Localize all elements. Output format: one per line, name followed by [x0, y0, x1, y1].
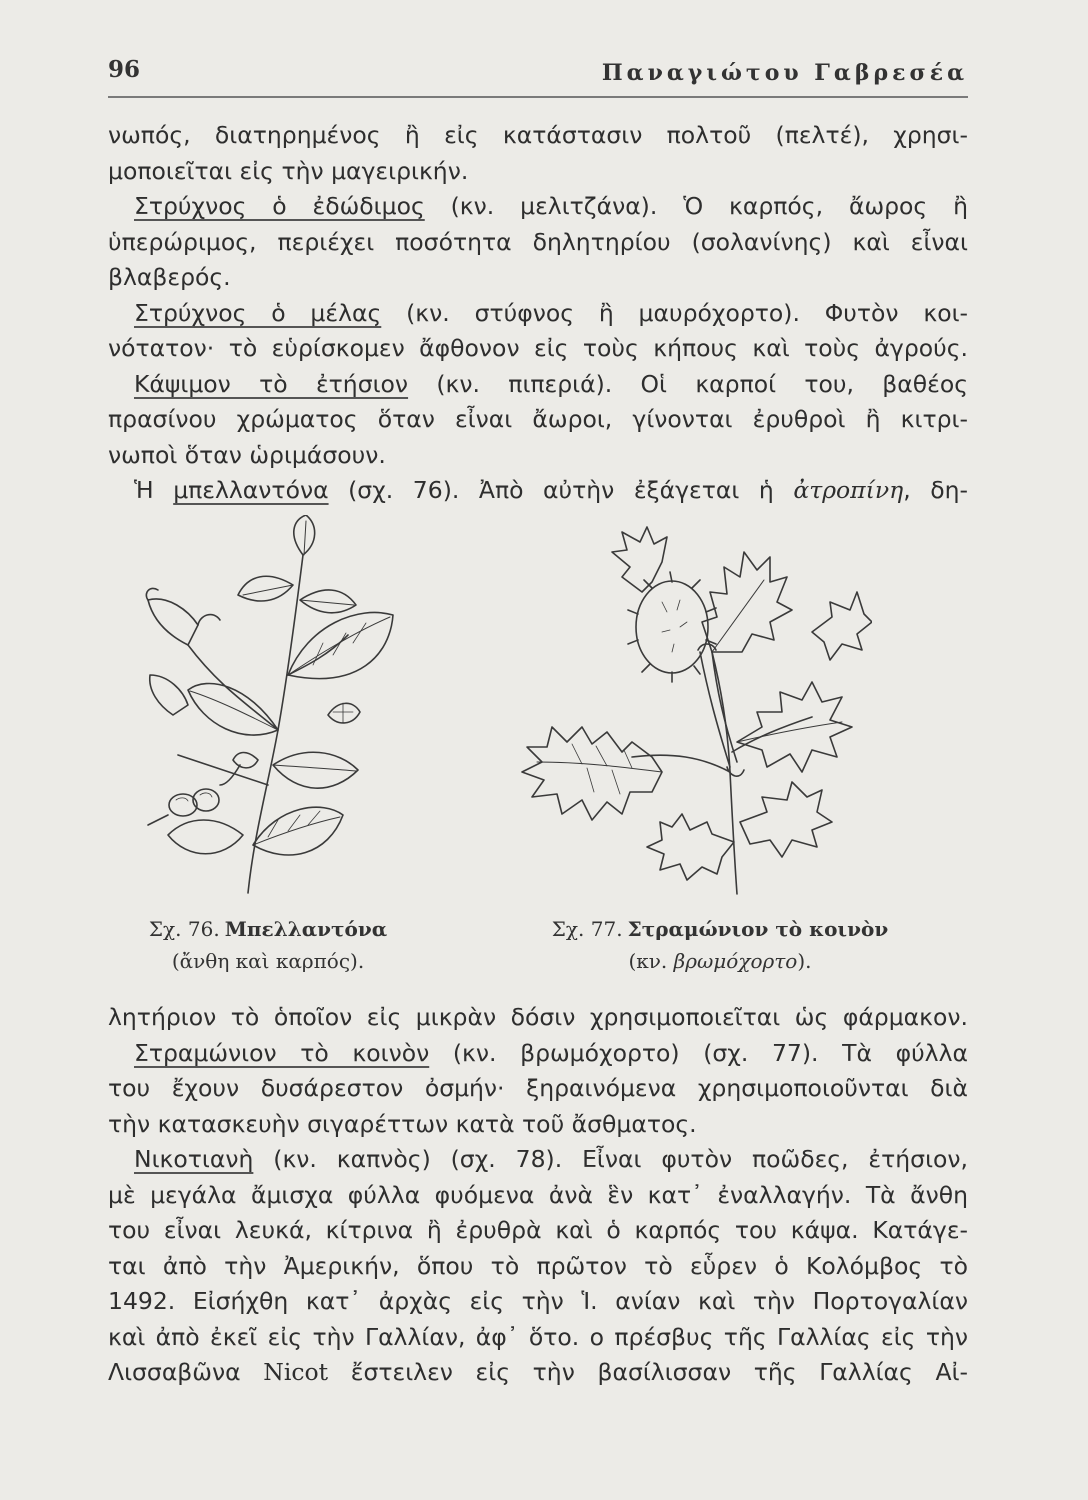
- entry-belladonna: [108, 473, 968, 509]
- text-line: του ἔχουν δυσάρεστον ὀσμήν· ξηραινόμενα χρησιμοποιοῦνται διὰ: [108, 1074, 968, 1102]
- text-line: βλαβερός.: [108, 263, 231, 291]
- text-span: (κν. καπνὸς) (σχ. 78). Εἶναι φυτὸν ποῶδες, ἐτήσιον,: [253, 1145, 968, 1173]
- entry-strychnos-melas: [108, 296, 968, 332]
- text-line: μὲ μεγάλα ἄμισχα φύλλα φυόμενα ἀνὰ ἓν κατ᾽ ἐναλλαγήν. Τὰ ἄνθη: [108, 1180, 968, 1209]
- belladonna-illustration: [128, 515, 408, 895]
- term-stramonium: Στραμώνιον τὸ κοινὸν: [134, 1038, 430, 1067]
- term-atropine: ἀτροπίνη: [793, 476, 904, 504]
- page-number: 96: [108, 56, 141, 83]
- term-nicotiana: Νικοτιανὴ: [134, 1145, 254, 1173]
- text-block-top: [108, 118, 968, 509]
- text-span: , δη-: [903, 476, 968, 504]
- text-line: ται ἀπὸ τὴν Ἀμερικήν, ὅπου τὸ πρῶτον τὸ εὗρεν ὁ Κολόμβος τὸ: [108, 1251, 968, 1280]
- entry-strychnos-edodimos: [108, 189, 968, 225]
- text-span: (κν. πιπεριά). Οἱ καρποί του, βαθέος: [408, 369, 969, 398]
- figure-77-label: Σχ. 77.: [551, 917, 623, 941]
- term-strychnos-edodimos: Στρύχνος ὁ ἐδώδιμος: [134, 192, 425, 220]
- text-line: νωπός, διατηρημένος ἢ εἰς κατάστασιν πολτοῦ (πελτέ), χρησι-: [108, 121, 968, 149]
- text-line: 1492. Εἰσήχθη κατ᾽ ἀρχὰς εἰς τὴν Ἱ. ανίαν καὶ τὴν Πορτογαλίαν: [108, 1287, 968, 1315]
- text-span: (κν. στύφνος ἢ μαυρόχορτο). Φυτὸν κοι-: [381, 298, 969, 327]
- text-line: μοποιεῖται εἰς τὴν μαγειρικήν.: [108, 156, 469, 185]
- text-line: του εἶναι λευκά, κίτρινα ἢ ἐρυθρὰ καὶ ὁ καρπός του κάψα. Κατάγε-: [108, 1216, 968, 1244]
- text-line: τὴν κατασκευὴν σιγαρέττων κατὰ τοῦ ἄσθματος.: [108, 1109, 697, 1138]
- figure-77-subtitle: [540, 946, 900, 976]
- text-span: ἔστειλεν εἰς τὴν βασίλισσαν τῆς Γαλλίας Αἰ-: [328, 1358, 968, 1386]
- text-span: (σχ. 76). Ἀπὸ αὐτὴν ἐξάγεται ἡ: [328, 476, 794, 504]
- text-line: πρασίνου χρώματος ὅταν εἶναι ἄωροι, γίνονται ἐρυθροὶ ἢ κιτρι-: [108, 405, 968, 433]
- text-block-bottom: [108, 1000, 968, 1391]
- figure-77-subtitle-italic: βρωμόχορτο: [673, 949, 798, 973]
- figure-77-caption: [540, 914, 900, 976]
- text-span: Ἡ: [134, 476, 174, 504]
- text-span: (κν.: [628, 949, 674, 973]
- entry-stramonium: [108, 1036, 968, 1072]
- text-span: ).: [797, 949, 812, 973]
- text-span: (κν. βρωμόχορτο) (σχ. 77). Τὰ φύλλα: [429, 1038, 968, 1067]
- text-line: νότατον· τὸ εὑρίσκομεν ἄφθονον εἰς τοὺς κήπους καὶ τοὺς ἀγρούς.: [108, 334, 968, 362]
- term-kapsimon: Κάψιμον τὸ ἐτήσιον: [134, 369, 409, 398]
- term-belladonna: μπελλαντόνα: [173, 476, 329, 504]
- text-line: [108, 1355, 968, 1391]
- figure-76-subtitle: (ἄνθη καὶ καρπός).: [171, 949, 365, 973]
- figure-76-caption: [118, 914, 418, 976]
- figure-76-title: Μπελλαντόνα: [224, 917, 388, 941]
- text-line: καὶ ἀπὸ ἐκεῖ εἰς τὴν Γαλλίαν, ἀφ᾽ ὅτο. ο πρέσβυς τῆς Γαλλίας εἰς τὴν: [108, 1322, 968, 1351]
- figure-76-label: Σχ. 76.: [148, 917, 220, 941]
- term-strychnos-melas: Στρύχνος ὁ μέλας: [134, 298, 382, 327]
- entry-kapsimon: [108, 367, 968, 403]
- entry-nicotiana: [108, 1142, 968, 1178]
- text-line: ὑπερώριμος, περιέχει ποσότητα δηλητηρίου (σολανίνης) καὶ εἶναι: [108, 227, 968, 256]
- text-line: νωποὶ ὅταν ὡριμάσουν.: [108, 440, 386, 469]
- text-span: (κν. μελιτζάνα). Ὁ καρπός, ἄωρος ἢ: [424, 192, 968, 220]
- figure-77-title: Στραμώνιον τὸ κοινὸν: [627, 917, 889, 941]
- name-nicot: Nicot: [263, 1358, 329, 1386]
- stramonium-illustration: [512, 522, 872, 897]
- page-header: [108, 50, 968, 98]
- text-span: Λισσαβῶνα: [108, 1358, 264, 1386]
- running-title: Παναγιώτου Γαβρεσέα: [601, 60, 968, 86]
- text-line: λητήριον τὸ ὁποῖον εἰς μικρὰν δόσιν χρησιμοποιεῖται ὡς φάρμακον.: [108, 1003, 968, 1031]
